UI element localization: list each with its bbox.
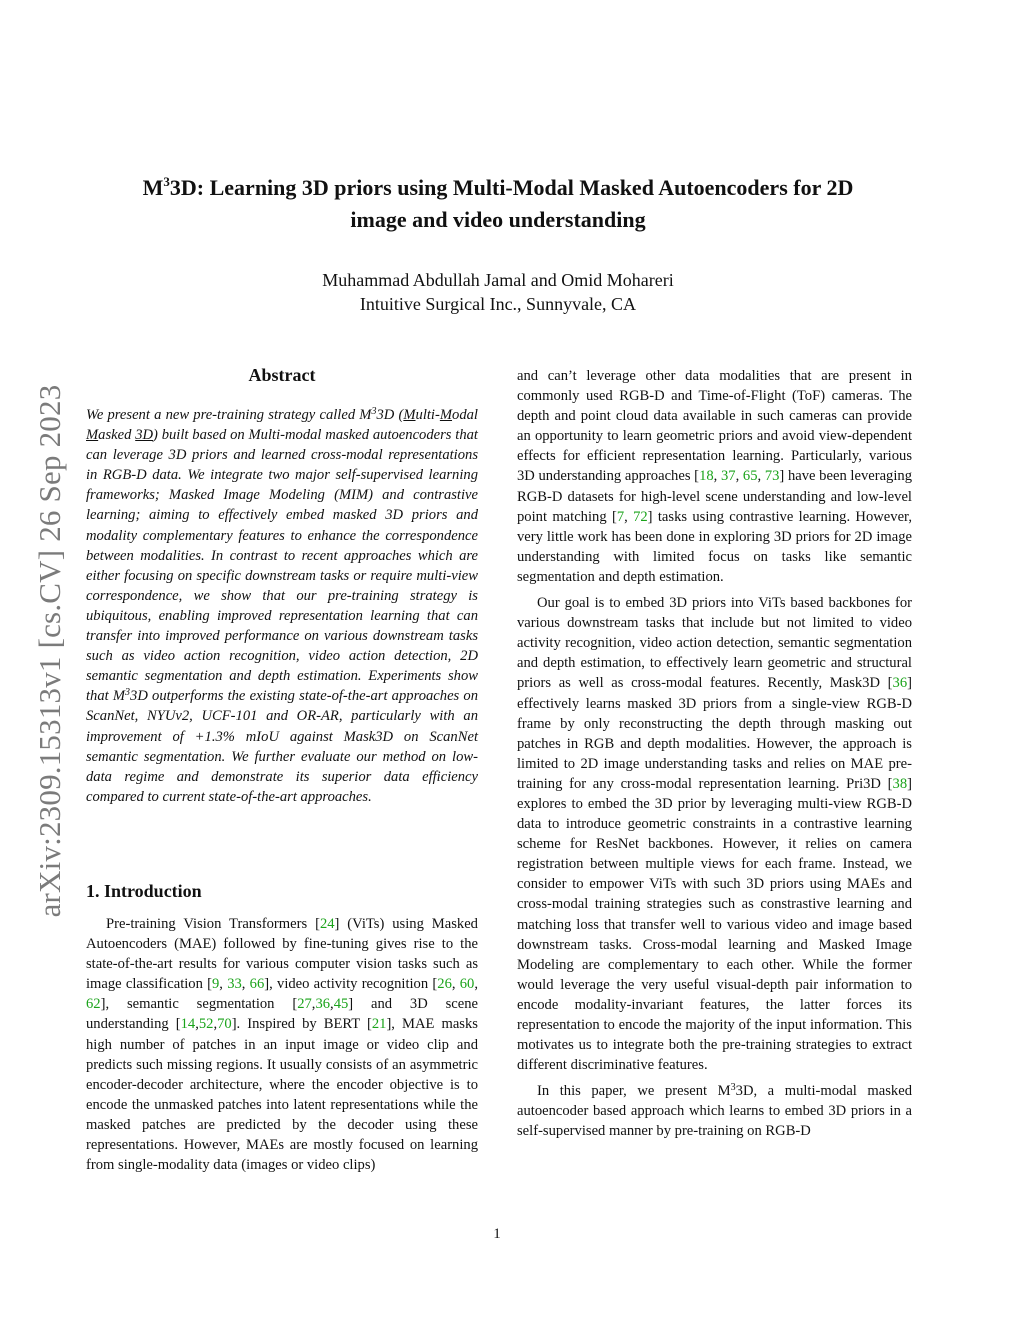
- authors: Muhammad Abdullah Jamal and Omid Mohareri: [322, 270, 674, 290]
- citation-link[interactable]: 62: [86, 996, 101, 1013]
- citation-link[interactable]: 33: [227, 976, 242, 993]
- introduction-paragraph-2: Our goal is to embed 3D priors into ViTs based backbones for various downstream tasks that include but not limited to video activity recognition, video action detection, semantic segmentation and depth estimation, to effectively learn geometric and structural priors as well as cross-modal features. Recently, Mask3D [36] effectively learns masked 3D priors from a single-view RGB-D frame by only reconstructing the depth through masking out patches in RGB and depth modalities. However, the approach is limited to 2D image understanding tasks and relies on MAE pre-training for any cross-modal representation learning. Pri3D [38] explores to embed the 3D prior by leveraging multi-view RGB-D data to introduce geometric constraints in a contrastive learning scheme for ResNet backbones. However, it relies on camera registration between multiple views for each frame. Instead, we consider to empower ViTs with such 3D priors using MAEs and cross-modal training strategies such as constrastive learning and matching loss that transfer well to various video and image based downstream tasks. Cross-modal learning and Masked Image Modeling are complementary to each other. While the former would leverage the very useful visual-depth pair information to encode modality-invariant features, the latter forces its representation to encode the majority of the input information. This motivates us to integrate both the pre-training strategies to extract different discriminative features.: [517, 595, 912, 1074]
- abstract-heading: Abstract: [248, 365, 316, 385]
- citation-link[interactable]: 36: [315, 996, 331, 1013]
- citation-link[interactable]: 9: [212, 976, 220, 993]
- citation-link[interactable]: 18: [699, 468, 714, 485]
- paper-title: [60, 172, 936, 236]
- author-block: [160, 268, 836, 316]
- citation-link[interactable]: 45: [333, 996, 349, 1013]
- citation-link[interactable]: 24: [319, 916, 335, 932]
- citation-link[interactable]: 37: [720, 468, 736, 485]
- affiliation: Intuitive Surgical Inc., Sunnyvale, CA: [359, 294, 637, 314]
- citation-link[interactable]: 52: [198, 1016, 214, 1033]
- citation-link[interactable]: 60: [459, 976, 475, 993]
- page-number: 1: [493, 1226, 501, 1242]
- citation-link[interactable]: 72: [633, 508, 648, 525]
- citation-link[interactable]: 27: [297, 996, 312, 1013]
- citation-link[interactable]: 38: [892, 775, 908, 792]
- arxiv-identifier: arXiv:2309.15313v1 [cs.CV] 26 Sep 2023: [32, 384, 67, 918]
- abstract-text: We present a new pre-training strategy called $M^33D$ (Multi-Modal Masked 3D) built based on Multi-modal masked autoencoders that can leverage 3D priors and learned cross-modal representations in RGB-D data. We integrate two major self-supervised learning frameworks; Masked Image Modeling (MIM) and contrastive learning; aiming to effectively embed masked 3D priors and modality complementary features to enhance the correspondence between modalities. In contrast to recent approaches which are either focusing on specific downstream tasks or require multi-view correspondence, we show that our pre-training strategy is ubiquitous, enabling improved representation learning that can transfer into improved performance on various downstream tasks such as video action recognition, video action detection, 2D semantic segmentation and depth estimation. Experiments show that $M^33D$ outperforms the existing state-of-the-art approaches on ScanNet, NYUv2, UCF-101 and OR-AR, particularly with an improvement of +1.3% mIoU against Mask3D on ScanNet semantic segmentation. We further evaluate our method on low-data regime and demonstrate its superior data efficiency compared to current state-of-the-art approaches.: [86, 406, 478, 805]
- introduction-paragraph-1: Pre-training Vision Transformers [24] (ViTs) using Masked Autoencoders (MAE) followed by fine-tuning gives rise to the state-of-the-art results for various computer vision tasks such as image classification [9, 33, 66], video activity recognition [26, 60, 62], semantic segmentation [27,36,45] and 3D scene understanding [14,52,70]. Inspired by BERT [21], MAE masks high number of patches in an input image or video clip and predicts such missing regions. It usually consists of an asymmetric encoder-decoder architecture, where the encoder objective is to encode the unmasked patches into latent representations while the masked patches are predicted by the decoder using these representations. However, MAEs are mostly focused on learning from single-modality data (images or video clips): [86, 916, 478, 1174]
- right-column: [517, 366, 912, 1148]
- citation-link[interactable]: 14: [180, 1016, 196, 1033]
- citation-link[interactable]: 26: [437, 976, 452, 993]
- introduction-paragraph-3: In this paper, we present $M^33D$, a multi-modal masked autoencoder based approach which learns to embed 3D priors in a self-supervised manner by pre-training on RGB-D: [517, 1082, 913, 1140]
- citation-link[interactable]: 65: [742, 468, 758, 485]
- title-line-1: $M^33D$: Learning 3D priors using Multi-Modal Masked Autoencoders for 2D: [142, 174, 854, 200]
- title-line-2: image and video understanding: [350, 207, 646, 232]
- citation-link[interactable]: 7: [616, 508, 625, 525]
- citation-link[interactable]: 21: [371, 1016, 387, 1033]
- introduction-paragraph-continued: and can’t leverage other data modalities that are present in commonly used RGB-D and Time-of-Flight (ToF) cameras. The depth and point cloud data available in such cameras can provide an opportunity to learn geometric priors and avoid view-dependent effects for efficient representation learning. Particularly, various 3D understanding approaches [18, 37, 65, 73] have been leveraging RGB-D datasets for high-level scene understanding and low-level point matching [7, 72] tasks using contrastive learning. However, very little work has been done in exploring 3D priors for 2D image understanding with limited focus on tasks like semantic segmentation and depth estimation.: [517, 368, 913, 585]
- citation-link[interactable]: 66: [249, 976, 265, 993]
- citation-link[interactable]: 36: [892, 675, 908, 692]
- citation-link[interactable]: 73: [764, 468, 780, 485]
- introduction-heading: 1. Introduction: [86, 881, 202, 901]
- citation-link[interactable]: 70: [217, 1016, 232, 1033]
